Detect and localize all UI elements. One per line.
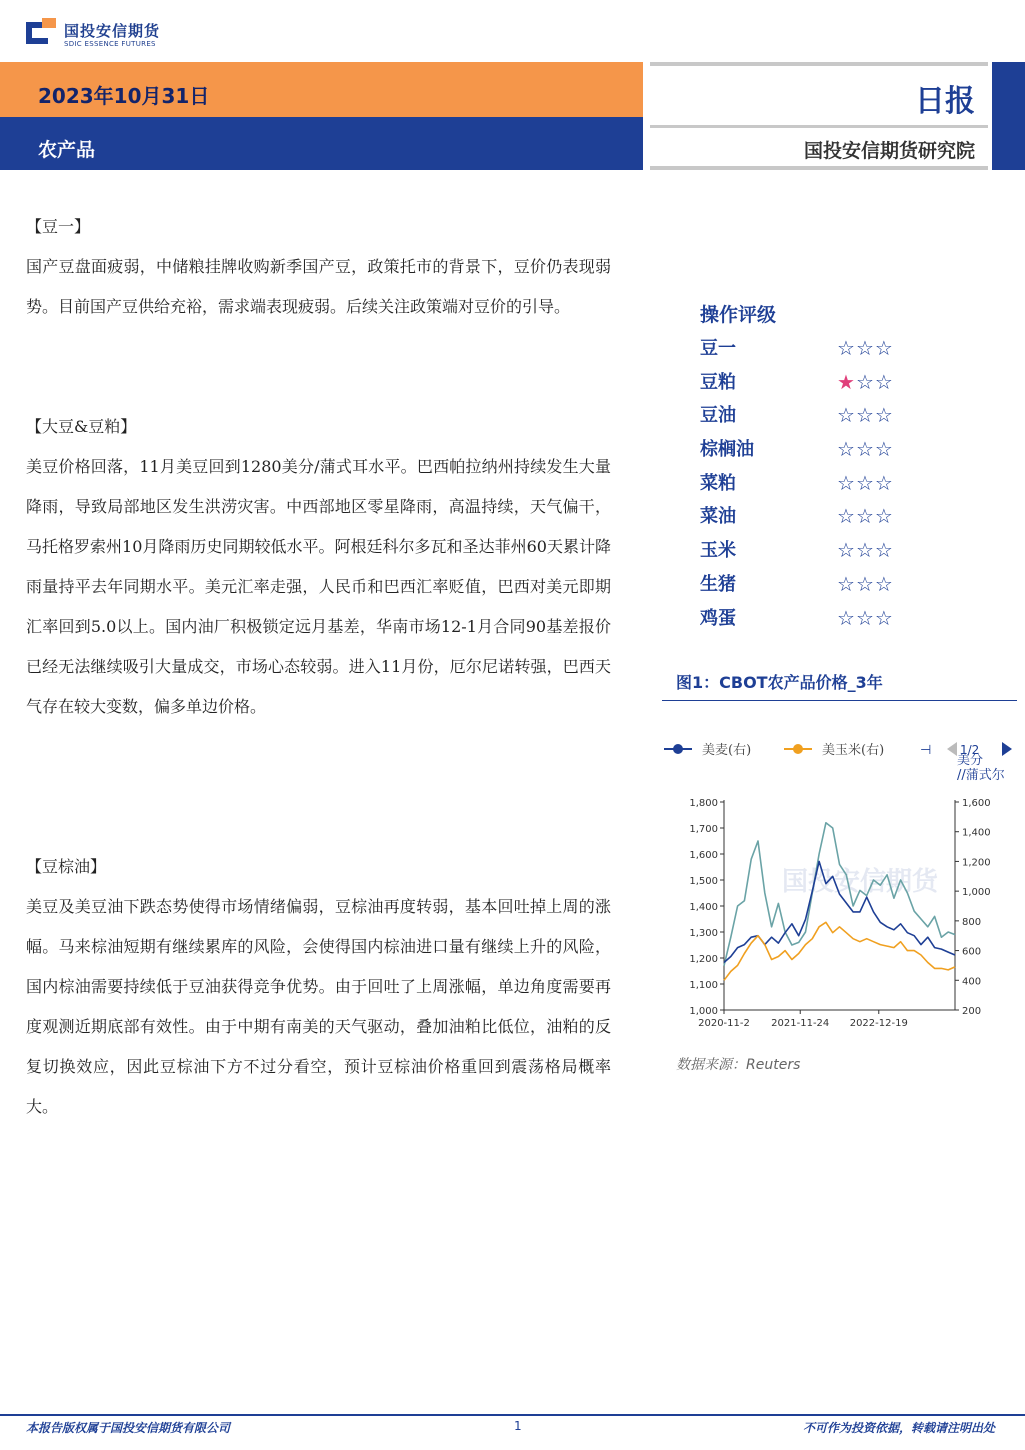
star-outline-icon: ☆ bbox=[855, 504, 875, 529]
right-axis-tick-label: 200 bbox=[962, 1006, 982, 1017]
header-rule-bottom bbox=[650, 166, 988, 170]
rating-stars bbox=[837, 399, 894, 433]
commentary-heading: 【大豆&豆粕】 bbox=[26, 417, 137, 436]
header-section-band bbox=[0, 117, 643, 170]
footer-rule bbox=[0, 1414, 1025, 1416]
star-outline-icon: ☆ bbox=[837, 437, 856, 462]
legend-marker bbox=[793, 744, 803, 754]
right-axis-unit-line1: 美分 bbox=[957, 753, 984, 768]
company-logo bbox=[26, 16, 166, 56]
rating-row bbox=[700, 467, 940, 501]
star-outline-icon: ☆ bbox=[837, 336, 856, 360]
legend-prev-icon bbox=[947, 742, 957, 756]
commentary-text: 国产豆盘面疲弱，中储粮挂牌收购新季国产豆，政策托市的背景下，豆价仍表现弱势。目前国产豆供给充裕，需求端表现疲弱。后续关注政策端对豆价的引导。 bbox=[26, 257, 611, 316]
report-institute: 国投安信期货研究院 bbox=[803, 140, 975, 162]
left-axis-tick-label: 1,100 bbox=[689, 980, 718, 991]
rating-product-name: 玉米 bbox=[700, 540, 736, 562]
rating-row bbox=[700, 602, 940, 636]
report-date: 2023年10月31日 bbox=[38, 84, 210, 108]
logo-text-cn: 国投安信期货 bbox=[64, 22, 161, 40]
rating-stars bbox=[837, 534, 894, 568]
star-outline-icon: ☆ bbox=[855, 470, 875, 495]
left-axis-tick-label: 1,400 bbox=[689, 902, 718, 913]
right-axis-tick-label: 800 bbox=[962, 916, 982, 928]
left-axis-tick-label: 1,300 bbox=[689, 928, 718, 939]
right-axis-tick-label: 1,400 bbox=[962, 827, 991, 839]
star-outline-icon: ☆ bbox=[837, 470, 856, 495]
x-axis-tick-label: 2021-11-24 bbox=[771, 1018, 830, 1029]
rating-stars bbox=[837, 568, 894, 602]
legend-label: 美玉米(右) bbox=[822, 743, 885, 758]
right-axis-tick-label: 600 bbox=[962, 946, 982, 958]
x-axis-tick-label: 2020-11-2 bbox=[698, 1018, 750, 1029]
report-type: 日报 bbox=[915, 84, 975, 119]
rating-product-name: 菜粕 bbox=[700, 472, 736, 494]
rating-stars bbox=[837, 500, 894, 534]
rating-row bbox=[700, 568, 940, 602]
commentary-heading: 【豆一】 bbox=[26, 217, 91, 236]
rating-row bbox=[700, 366, 940, 400]
rating-stars bbox=[837, 467, 894, 501]
star-outline-icon: ☆ bbox=[874, 571, 894, 596]
rating-product-name: 豆一 bbox=[700, 338, 736, 359]
rating-row bbox=[700, 332, 940, 366]
header-rule-middle bbox=[650, 125, 988, 128]
rating-row bbox=[700, 500, 940, 534]
right-axis-tick-label: 1,200 bbox=[962, 857, 991, 869]
star-outline-icon: ☆ bbox=[855, 605, 875, 630]
star-outline-icon: ☆ bbox=[855, 369, 875, 394]
series-line bbox=[724, 922, 955, 980]
commentary-block-soybean-meal bbox=[26, 407, 611, 727]
cbot-price-chart bbox=[662, 730, 1017, 1040]
figure-title: 图1：CBOT农产品价格_3年 bbox=[676, 673, 883, 692]
right-axis-tick-label: 400 bbox=[962, 976, 982, 988]
rating-title: 操作评级 bbox=[700, 304, 777, 326]
x-axis-tick-label: 2022-12-19 bbox=[849, 1018, 908, 1029]
right-axis-unit-line2: //蒲式尔 bbox=[957, 768, 1005, 783]
rating-row bbox=[700, 534, 940, 568]
rating-stars bbox=[837, 602, 894, 636]
commentary-block-soy-palm-oil bbox=[26, 847, 611, 1127]
commentary-heading: 【豆棕油】 bbox=[26, 857, 107, 876]
legend-page: 1/2 bbox=[960, 743, 980, 757]
star-outline-icon: ☆ bbox=[874, 403, 894, 428]
legend-next-icon bbox=[1002, 742, 1012, 756]
left-axis-tick-label: 1,200 bbox=[689, 954, 718, 965]
star-outline-icon: ☆ bbox=[855, 538, 875, 563]
legend-label: 美麦(右) bbox=[702, 743, 752, 758]
star-outline-icon: ☆ bbox=[855, 336, 875, 360]
star-outline-icon: ☆ bbox=[874, 336, 894, 360]
footer-disclaimer: 不可作为投资依据，转载请注明出处 bbox=[802, 1421, 995, 1435]
operation-rating-panel bbox=[700, 298, 940, 635]
logo-text-en: SDIC ESSENCE FUTURES bbox=[64, 40, 156, 48]
report-section: 农产品 bbox=[38, 139, 96, 161]
rating-product-name: 菜油 bbox=[700, 506, 736, 528]
star-outline-icon: ☆ bbox=[874, 538, 894, 563]
rating-stars bbox=[837, 366, 894, 400]
header-accent-bar bbox=[992, 62, 1025, 170]
page-number: 1 bbox=[514, 1419, 522, 1433]
star-outline-icon: ☆ bbox=[855, 571, 875, 596]
figure-title-rule bbox=[662, 700, 1017, 701]
star-outline-icon: ☆ bbox=[874, 470, 894, 495]
right-axis-tick-label: 1,000 bbox=[962, 887, 991, 899]
rating-product-name: 豆粕 bbox=[700, 371, 736, 393]
footer-copyright: 本报告版权属于国投安信期货有限公司 bbox=[26, 1421, 231, 1435]
chart-watermark: 国投安信期货 bbox=[782, 867, 939, 897]
left-axis-tick-label: 1,700 bbox=[689, 824, 718, 835]
header-rule-top bbox=[650, 62, 988, 66]
legend-more-icon: ⊣ bbox=[920, 743, 932, 758]
commentary-text: 美豆价格回落，11月美豆回到1280美分/蒲式耳水平。巴西帕拉纳州持续发生大量降雨，导致局部地区发生洪涝灾害。中西部地区零星降雨，高温持续，天气偏干，马托格罗索州10月降雨历史同期较低水平。阿根廷科尔多瓦和圣达菲州60天累计降雨量持平去年同期水平。美元汇率走强，人民币和巴西汇率贬值，巴西对美元即期汇率回到5.0以上。国内油厂积极锁定远月基差，华南市场12-1月合同90基差报价已经无法继续吸引大量成交，市场心态较弱。进入11月份，厄尔尼诺转强，巴西天气存在较大变数，偏多单边价格。 bbox=[26, 457, 611, 716]
legend-marker bbox=[673, 744, 683, 754]
commentary-block-soybean-one bbox=[26, 207, 611, 327]
star-outline-icon: ☆ bbox=[874, 605, 894, 630]
rating-product-name: 棕榈油 bbox=[700, 439, 754, 461]
rating-product-name: 豆油 bbox=[700, 405, 736, 427]
commentary-text: 美豆及美豆油下跌态势使得市场情绪偏弱，豆棕油再度转弱，基本回吐掉上周的涨幅。马来棕油短期有继续累库的风险，会使得国内棕油进口量有继续上升的风险，国内棕油需要持续低于豆油获得竞争优势。由于回吐了上周涨幅，单边角度需要再度观测近期底部有效性。由于中期有南美的天气驱动，叠加油粕比低位，油粕的反复切换效应，因此豆棕油下方不过分看空，预计豆棕油价格重回到震荡格局概率大。 bbox=[26, 897, 611, 1116]
star-outline-icon: ☆ bbox=[855, 403, 875, 428]
right-axis-tick-label: 1,600 bbox=[962, 798, 991, 809]
star-outline-icon: ☆ bbox=[837, 605, 856, 630]
left-axis-tick-label: 1,000 bbox=[689, 1006, 718, 1017]
chart-svg bbox=[662, 730, 1017, 1040]
star-outline-icon: ☆ bbox=[837, 538, 856, 563]
left-axis-tick-label: 1,800 bbox=[689, 798, 718, 809]
star-outline-icon: ☆ bbox=[874, 369, 894, 394]
star-filled-icon: ★ bbox=[837, 369, 856, 394]
left-axis-tick-label: 1,500 bbox=[689, 876, 718, 887]
rating-product-name: 生猪 bbox=[700, 573, 736, 595]
star-outline-icon: ☆ bbox=[874, 437, 894, 462]
star-outline-icon: ☆ bbox=[837, 504, 856, 529]
star-outline-icon: ☆ bbox=[837, 403, 856, 428]
rating-product-name: 鸡蛋 bbox=[700, 607, 736, 629]
star-outline-icon: ☆ bbox=[855, 437, 875, 462]
rating-row bbox=[700, 399, 940, 433]
left-axis-tick-label: 1,600 bbox=[689, 850, 718, 861]
star-outline-icon: ☆ bbox=[837, 571, 856, 596]
star-outline-icon: ☆ bbox=[874, 504, 894, 529]
rating-row bbox=[700, 433, 940, 467]
figure-source: 数据来源：Reuters bbox=[676, 1057, 801, 1073]
rating-stars bbox=[837, 332, 894, 366]
logo-mark-icon bbox=[26, 18, 56, 48]
rating-stars bbox=[837, 433, 894, 467]
